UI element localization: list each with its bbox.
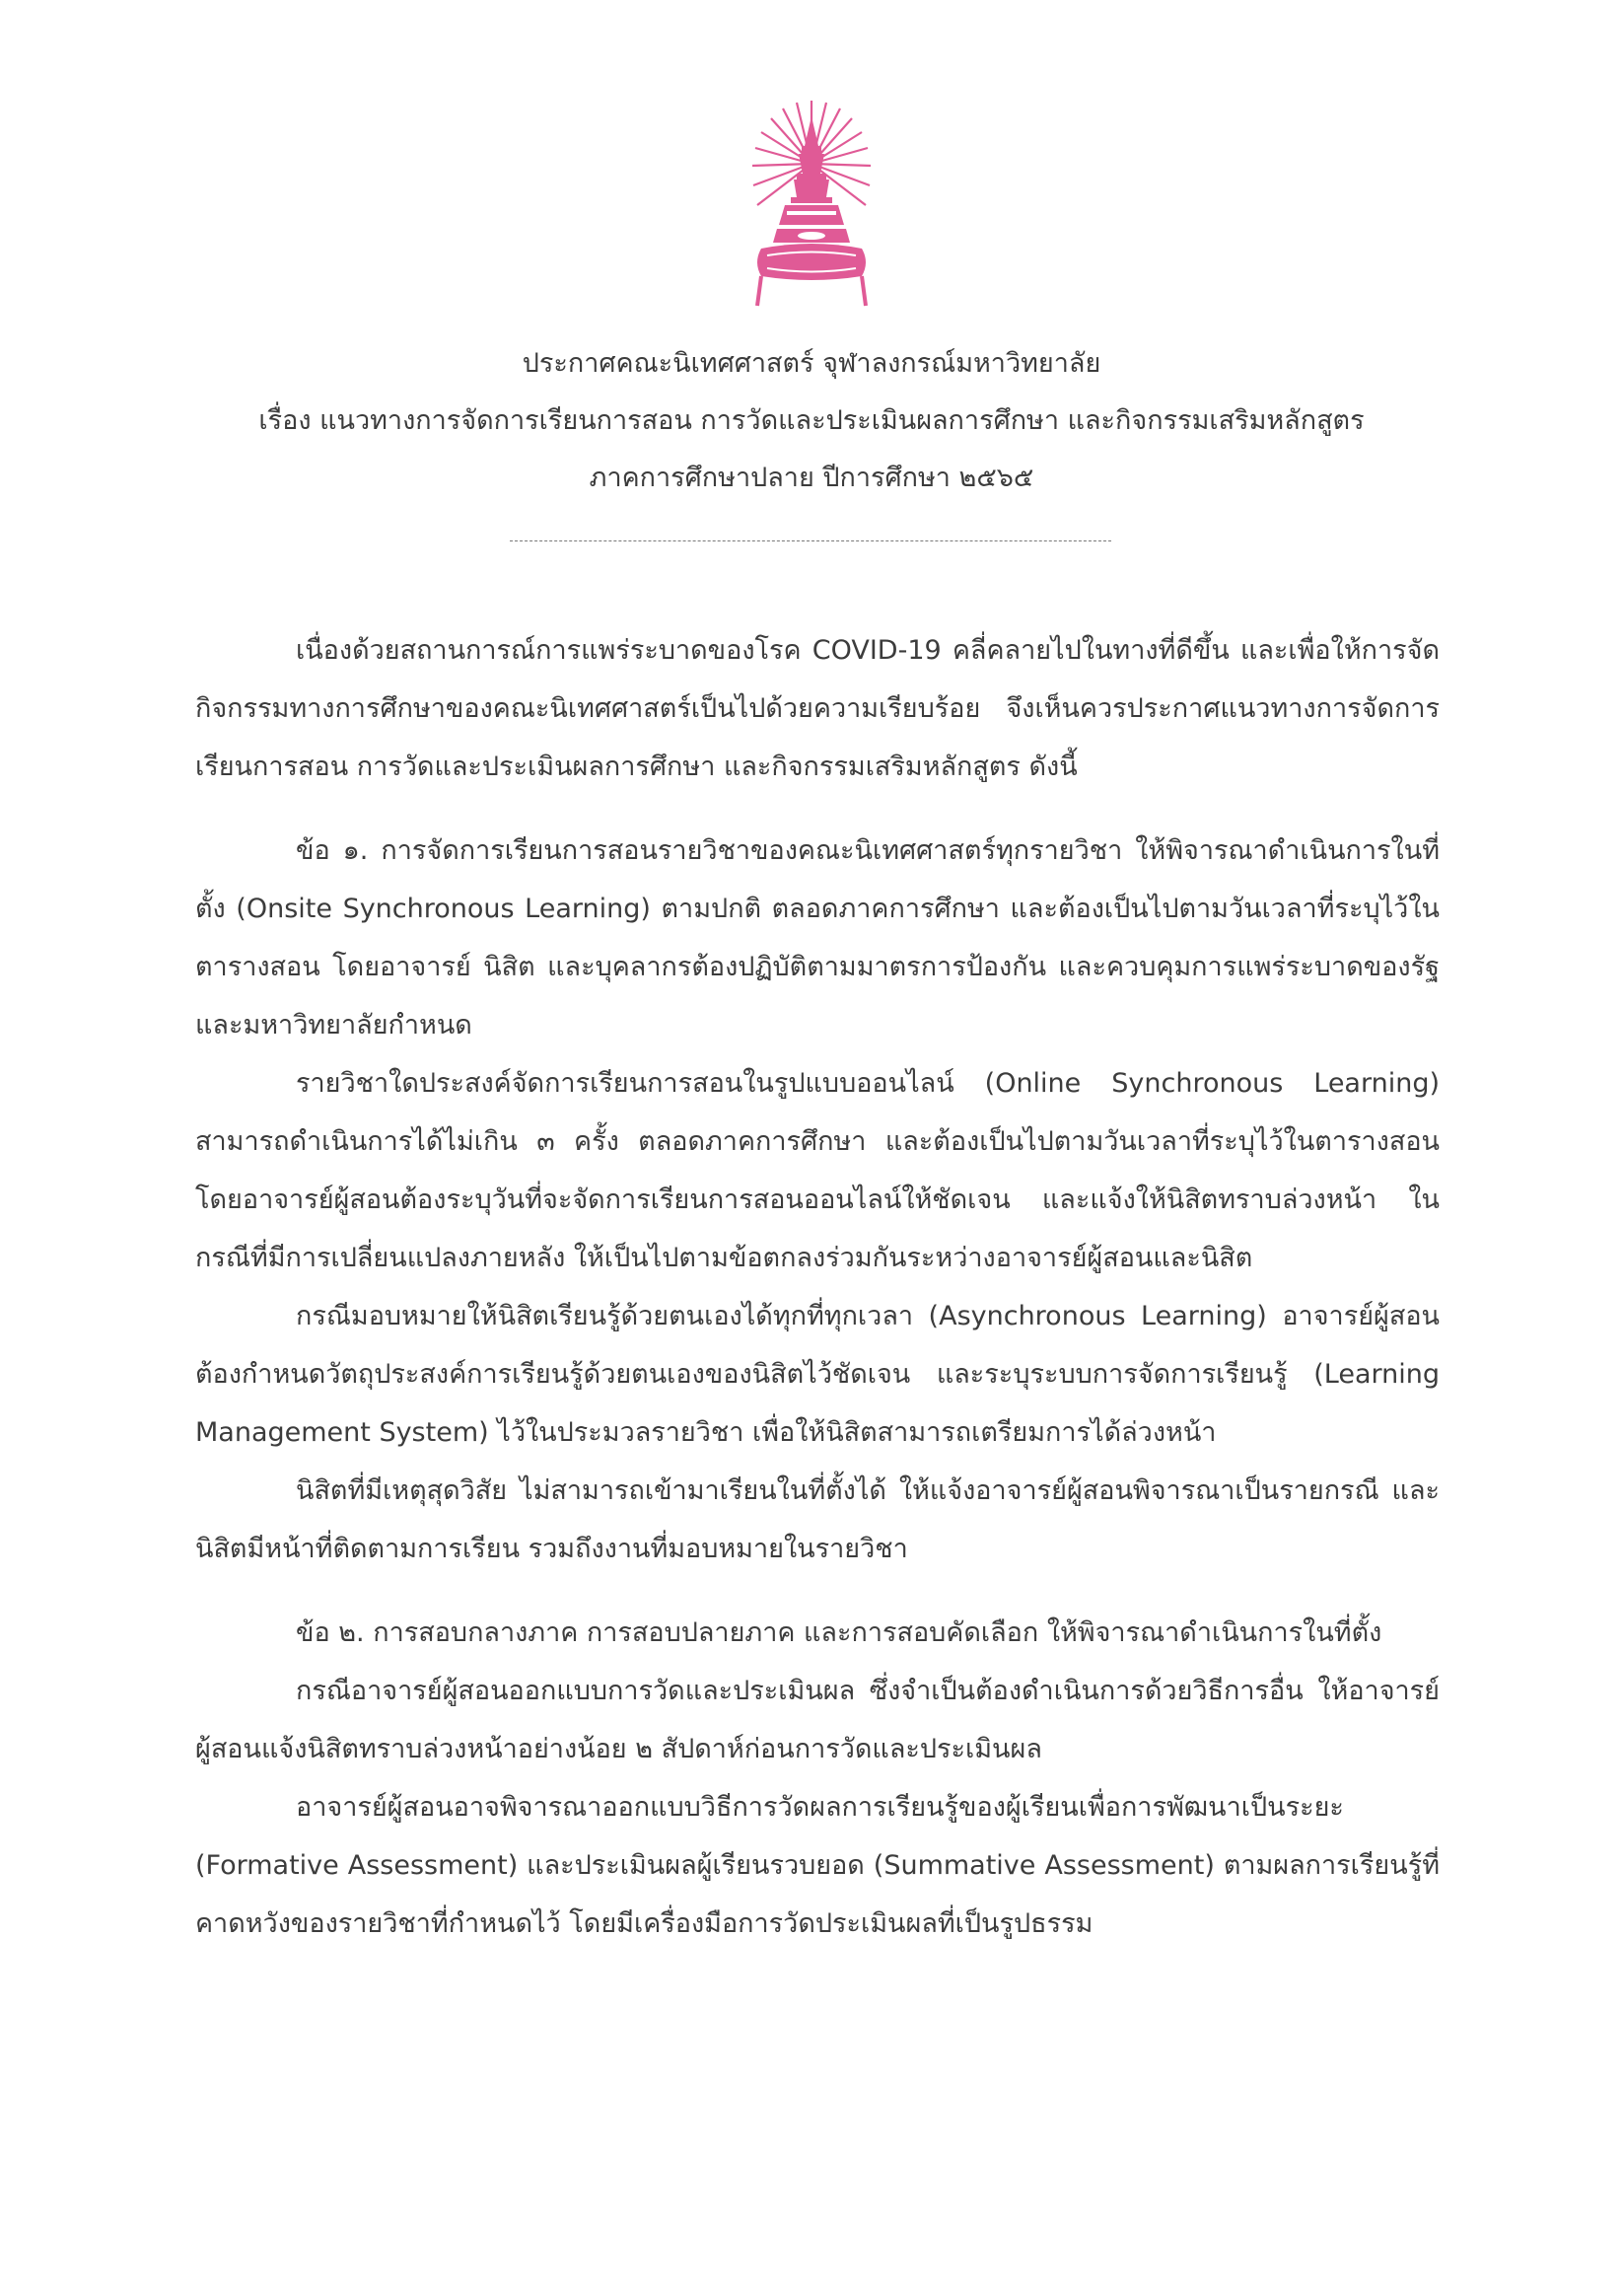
announcement-header	[0, 335, 1623, 507]
intro-paragraph: เนื่องด้วยสถานการณ์การแพร่ระบาดของโรค COVID-19 คลี่คลายไปในทางที่ดีขึ้น และเพื่อให้การจัดกิจกรรมทางการศึกษาของคณะนิเทศศาสตร์เป็นไปด้วยความเรียบร้อย จึงเห็นควรประกาศแนวทางการจัดการเรียนการสอน การวัดและประเมินผลการศึกษา และกิจกรรมเสริมหลักสูตร ดังนี้	[195, 635, 1440, 782]
header-subject: เรื่อง แนวทางการจัดการเรียนการสอน การวัดและประเมินผลการศึกษา และกิจกรรมเสริมหลักสูตร	[258, 405, 1365, 436]
clause-1-paragraph: ข้อ ๑. การจัดการเรียนการสอนรายวิชาของคณะนิเทศศาสตร์ทุกรายวิชา ให้พิจารณาดำเนินการในที่ตั้ง (Onsite Synchronous Learning) ตามปกติ ตลอดภาคการศึกษา และต้องเป็นไปตามวันเวลาที่ระบุไว้ในตารางสอน โดยอาจารย์ นิสิต และบุคลากรต้องปฏิบัติตามมาตรการป้องกัน และควบคุมการแพร่ระบาดของรัฐ และมหาวิทยาลัยกำหนด	[195, 835, 1440, 1040]
header-title: ประกาศคณะนิเทศศาสตร์ จุฬาลงกรณ์มหาวิทยาลัย	[522, 348, 1101, 379]
formative-assessment-paragraph: อาจารย์ผู้สอนอาจพิจารณาออกแบบวิธีการวัดผลการเรียนรู้ของผู้เรียนเพื่อการพัฒนาเป็นระยะ (Formative Assessment) และประเมินผลผู้เรียนรวบยอด (Summative Assessment) ตามผลการเรียนรู้ที่คาดหวังของรายวิชาที่กำหนดไว้ โดยมีเครื่องมือการวัดประเมินผลที่เป็นรูปธรรม	[195, 1792, 1440, 1939]
dashed-separator	[510, 540, 1111, 541]
asynchronous-learning-paragraph: กรณีมอบหมายให้นิสิตเรียนรู้ด้วยตนเองได้ทุกที่ทุกเวลา (Asynchronous Learning) อาจารย์ผู้สอนต้องกำหนดวัตถุประสงค์การเรียนรู้ด้วยตนเองของนิสิตไว้ชัดเจน และระบุระบบการจัดการเรียนรู้ (Learning Management System) ไว้ในประมวลรายวิชา เพื่อให้นิสิตสามารถเตรียมการได้ล่วงหน้า	[195, 1301, 1440, 1448]
header-semester: ภาคการศึกษาปลาย ปีการศึกษา ๒๕๖๕	[589, 463, 1034, 493]
force-majeure-paragraph: นิสิตที่มีเหตุสุดวิสัย ไม่สามารถเข้ามาเรียนในที่ตั้งได้ ให้แจ้งอาจารย์ผู้สอนพิจารณาเป็นรายกรณี และนิสิตมีหน้าที่ติดตามการเรียน รวมถึงงานที่มอบหมายในรายวิชา	[195, 1475, 1440, 1564]
online-learning-paragraph: รายวิชาใดประสงค์จัดการเรียนการสอนในรูปแบบออนไลน์ (Online Synchronous Learning) สามารถดำเนินการได้ไม่เกิน ๓ ครั้ง ตลอดภาคการศึกษา และต้องเป็นไปตามวันเวลาที่ระบุไว้ในตารางสอน โดยอาจารย์ผู้สอนต้องระบุวันที่จะจัดการเรียนการสอนออนไลน์ให้ชัดเจน และแจ้งให้นิสิตทราบล่วงหน้า ในกรณีที่มีการเปลี่ยนแปลงภายหลัง ให้เป็นไปตามข้อตกลงร่วมกันระหว่างอาจารย์ผู้สอนและนิสิต	[195, 1068, 1440, 1273]
chulalongkorn-emblem-logo	[747, 95, 876, 316]
clause-2-paragraph: ข้อ ๒. การสอบกลางภาค การสอบปลายภาค และการสอบคัดเลือก ให้พิจารณาดำเนินการในที่ตั้ง	[296, 1617, 1382, 1648]
announcement-body	[195, 621, 1440, 1953]
alternative-assessment-paragraph: กรณีอาจารย์ผู้สอนออกแบบการวัดและประเมินผล ซึ่งจำเป็นต้องดำเนินการด้วยวิธีการอื่น ให้อาจารย์ผู้สอนแจ้งนิสิตทราบล่วงหน้าอย่างน้อย ๒ สัปดาห์ก่อนการวัดและประเมินผล	[195, 1676, 1440, 1764]
